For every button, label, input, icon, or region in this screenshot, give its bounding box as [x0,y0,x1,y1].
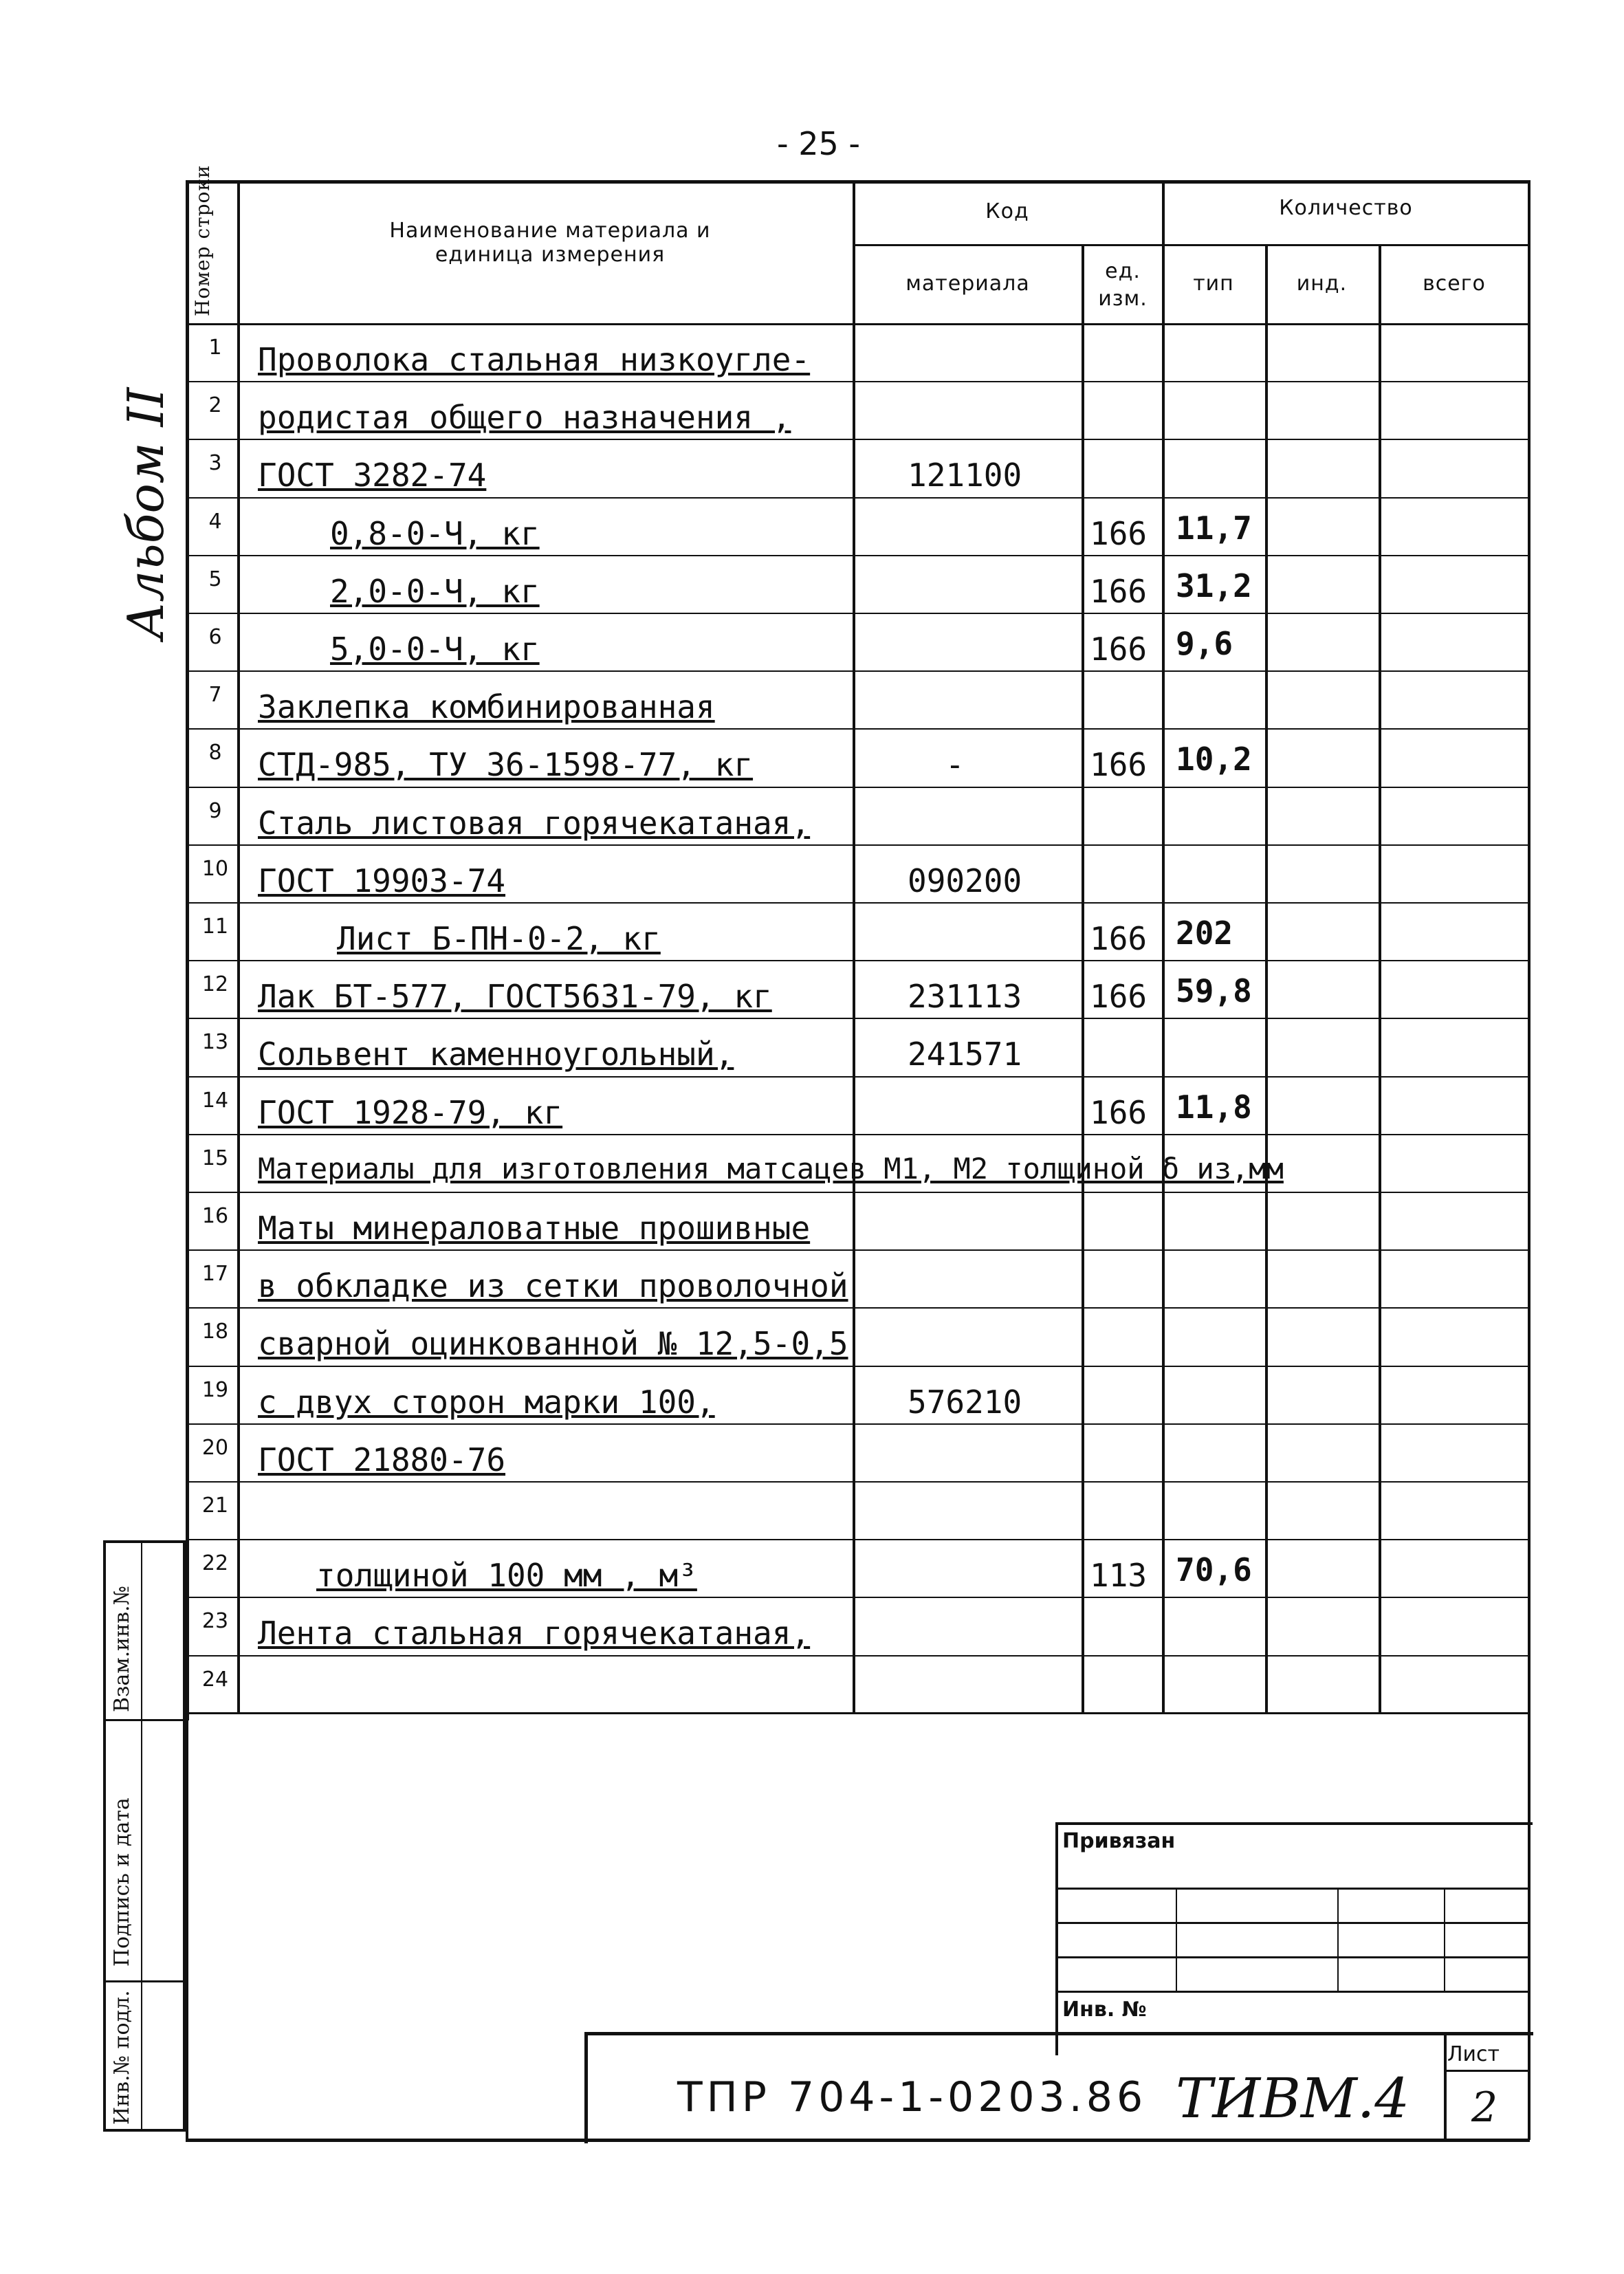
row-name: ГОСТ 3282-74 [258,457,487,494]
row-line [186,1134,1530,1135]
left-border-lower [186,1712,188,2140]
side-divider [103,1719,186,1721]
row-number: 9 [208,798,222,823]
row-number: 20 [201,1435,229,1460]
row-line [186,381,1530,382]
row-name: Сольвент каменноугольный, [258,1036,734,1073]
col-line [1162,180,1165,1714]
row-line [186,902,1530,904]
row-number: 22 [201,1551,229,1576]
header-bottom [186,323,1530,325]
linked-label: Привязан [1062,1829,1176,1853]
row-number: 1 [208,336,222,360]
col-line [1265,244,1268,1714]
row-name: Материалы для изготовления матсацев М1, М2 толщиной δ из,мм [258,1151,1284,1185]
row-material-code: 241571 [908,1036,1022,1073]
header-name: Наименование материала и единица измерения [389,219,711,267]
stamp-line [1444,1888,1445,1991]
row-line [186,670,1530,672]
row-unit-code: 166 [1090,572,1148,610]
row-number: 21 [201,1494,229,1518]
row-material-code: - [945,746,965,784]
row-line [186,1307,1530,1309]
col-line [1379,244,1381,1714]
side-divider [103,1980,186,1982]
header-divider [853,244,1530,246]
row-name: 2,0-0-Ч, кг [330,572,540,610]
row-name: ГОСТ 1928-79, кг [258,1093,563,1131]
stamp-line [1055,1991,1530,1993]
row-qty-typ: 70,6 [1176,1551,1252,1589]
header-row-no: Номер строки [191,164,214,316]
row-qty-typ: 11,7 [1176,509,1252,547]
stamp-line [1337,1888,1339,1991]
row-material-code: 576210 [908,1383,1022,1421]
row-number: 11 [201,915,229,939]
row-name: родистая общего назначения , [258,399,791,437]
col-line [853,180,855,1714]
row-qty-typ: 31,2 [1176,567,1252,604]
row-line [186,1076,1530,1078]
header-qty-group: Количество [1279,196,1413,220]
sheet-label: Лист [1447,2042,1500,2066]
row-number: 23 [201,1609,229,1634]
row-number: 13 [201,1030,229,1055]
row-number: 7 [208,683,222,708]
row-unit-code: 166 [1090,746,1148,784]
row-unit-code: 166 [1090,920,1148,957]
row-number: 6 [208,625,222,649]
sheet-divider [1444,2070,1530,2072]
row-name: Лента стальная горячекатаная, [258,1615,811,1652]
row-line [186,960,1530,961]
row-number: 2 [208,393,222,418]
row-line [186,1481,1530,1483]
row-qty-typ: 202 [1176,915,1233,952]
col-line [237,180,240,1714]
row-name: в обкладке из сетки проволочной [258,1267,848,1305]
row-unit-code: 166 [1090,978,1148,1016]
inv-orig-label: Инв.№ подл. [110,1990,134,2125]
row-line [186,844,1530,846]
row-number: 19 [201,1377,229,1402]
row-name: с двух сторон марки 100, [258,1383,715,1421]
inv-no-label: Инв. № [1062,1998,1147,2022]
header-material: материала [906,272,1030,296]
row-name: Заклепка комбинированная [258,688,715,726]
row-line [186,728,1530,730]
row-material-code: 090200 [908,862,1022,899]
row-line [186,613,1530,614]
row-line [186,439,1530,440]
header-unit: ед. изм. [1098,259,1148,311]
row-qty-typ: 9,6 [1176,625,1233,662]
row-number: 24 [201,1667,229,1692]
row-name: сварной оцинкованной № 12,5-0,5 [258,1325,848,1363]
side-divider [141,1540,142,2132]
row-name: толщиной 100 мм , м³ [316,1557,697,1595]
row-number: 10 [201,856,229,881]
row-line [186,1597,1530,1598]
row-name: ГОСТ 21880-76 [258,1441,506,1478]
stamp-line [1055,1922,1530,1924]
row-name: 0,8-0-Ч, кг [330,514,540,552]
row-name: Лист Б-ПН-0-2, кг [337,920,661,957]
row-qty-typ: 59,8 [1176,972,1252,1010]
sheet-number: 2 [1471,2084,1498,2132]
header-code-group: Код [985,199,1029,223]
row-number: 17 [201,1262,229,1287]
row-line [186,1366,1530,1367]
row-number: 14 [201,1088,229,1113]
row-name: ГОСТ 19903-74 [258,862,506,899]
doc-title: ТПР 704-1-0203.86 [677,2073,1148,2121]
stamp-line [1176,1888,1177,1991]
doc-code: ТИВМ.4 [1176,2066,1410,2130]
row-line [186,787,1530,788]
row-qty-typ: 10,2 [1176,741,1252,778]
row-line [186,555,1530,556]
album-label: Альбом II [117,387,175,639]
row-line [186,1655,1530,1657]
row-name: Проволока стальная низкоугле- [258,341,811,378]
row-line [186,1713,1530,1714]
row-number: 12 [201,972,229,997]
row-number: 4 [208,509,222,534]
row-number: 15 [201,1146,229,1170]
row-number: 18 [201,1320,229,1344]
replace-inv-label: Взам.инв.№ [110,1586,134,1712]
row-unit-code: 113 [1090,1557,1148,1595]
sign-date-label: Подпись и дата [110,1797,134,1967]
header-typ: тип [1193,272,1234,296]
row-number: 5 [208,567,222,591]
row-unit-code: 166 [1090,514,1148,552]
stamp-line [1055,1956,1530,1958]
row-material-code: 231113 [908,978,1022,1016]
row-number: 16 [201,1204,229,1228]
page-number: - 25 - [777,125,860,162]
row-line [186,1423,1530,1425]
row-number: 8 [208,741,222,765]
stamp-line [1055,1888,1530,1890]
header-total: всего [1423,272,1486,296]
row-name: СТД-985, ТУ 36-1598-77, кг [258,746,754,784]
col-line [1082,244,1084,1714]
row-name: Маты минераловатные прошивные [258,1210,811,1247]
row-number: 3 [208,451,222,476]
header-ind: инд. [1296,272,1348,296]
row-name: Лак БТ-577, ГОСТ5631-79, кг [258,978,772,1016]
row-line [186,1539,1530,1540]
row-unit-code: 166 [1090,1093,1148,1131]
row-name: 5,0-0-Ч, кг [330,631,540,668]
row-unit-code: 166 [1090,631,1148,668]
row-material-code: 121100 [908,457,1022,494]
row-line [186,1018,1530,1019]
row-line [186,497,1530,499]
row-line [186,1249,1530,1251]
row-line [186,1192,1530,1193]
row-qty-typ: 11,8 [1176,1088,1252,1126]
sheet-divider [1444,2032,1447,2139]
row-name: Сталь листовая горячекатаная, [258,804,811,842]
